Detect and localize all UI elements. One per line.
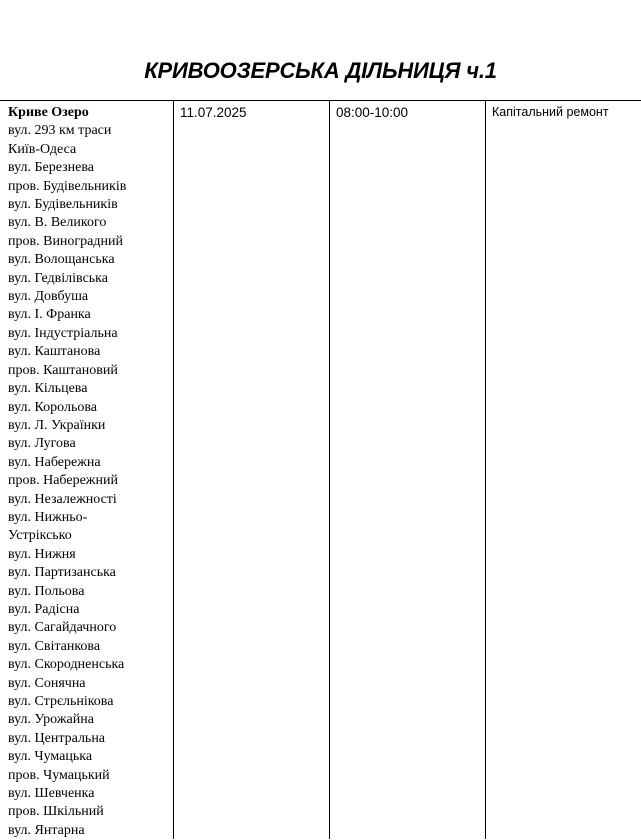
outage-date: 11.07.2025 [180, 105, 247, 120]
street-item: вул. Кільцева [8, 381, 88, 397]
street-item: вул. Березнева [8, 160, 95, 176]
street-item: вул. Урожайна [8, 712, 94, 728]
street-item: вул. Центральна [8, 730, 106, 746]
street-item: пров. Чумацький [8, 767, 110, 783]
street-item: вул. Янтарна [8, 822, 85, 838]
street-item: вул. Нижня [8, 546, 76, 562]
street-item: вул. Світанкова [8, 638, 101, 654]
street-item: вул. Нижньо- [8, 509, 88, 525]
street-item: вул. Сонячна [8, 675, 86, 691]
street-item: вул. Довбуша [8, 289, 89, 305]
street-item: вул. Набережна [8, 454, 101, 470]
street-item: вул. І. Франка [8, 307, 91, 323]
street-item: вул. Корольова [8, 399, 97, 415]
street-item: вул. Гедвілівська [8, 270, 108, 286]
street-item: вул. Польова [8, 583, 85, 599]
outage-time: 08:00-10:00 [336, 105, 409, 120]
street-item: Київ-Одеса [8, 141, 77, 157]
work-type-cell [486, 101, 641, 839]
settlement-name: Криве Озеро [8, 105, 89, 120]
street-item: вул. В. Великого [8, 215, 107, 231]
street-item: вул. 293 км траси [8, 123, 112, 139]
work-type: Капітальний ремонт [492, 105, 609, 119]
street-item: вул. Чумацька [8, 749, 93, 765]
street-item: вул. Каштанова [8, 344, 101, 360]
time-cell [330, 101, 486, 839]
street-list [8, 104, 168, 840]
street-item: пров. Набережний [8, 473, 118, 489]
streets-cell [0, 101, 174, 839]
street-item: вул. Лугова [8, 436, 76, 452]
street-item: вул. Радісна [8, 601, 80, 617]
page-title: КРИВООЗЕРСЬКА ДІЛЬНИЦЯ ч.1 [144, 58, 497, 83]
schedule-table [0, 100, 641, 839]
street-item: пров. Виноградний [8, 233, 123, 249]
street-item: вул. Скородненська [8, 657, 125, 673]
street-item: пров. Будівельників [8, 178, 127, 194]
street-item: вул. Індустріальна [8, 325, 118, 341]
street-item: вул. Шевченка [8, 786, 95, 802]
street-item: Устріксько [8, 528, 72, 544]
street-item: вул. Будівельників [8, 197, 118, 213]
street-item: вул. Незалежності [8, 491, 117, 507]
street-item: вул. Волощанська [8, 252, 115, 268]
street-item: пров. Каштановий [8, 362, 118, 378]
street-item: вул. Л. Українки [8, 417, 106, 433]
street-item: вул. Сагайдачного [8, 620, 117, 636]
street-item: вул. Партизанська [8, 565, 116, 581]
street-item: пров. Шкільний [8, 804, 104, 820]
street-item: вул. Стрєльнікова [8, 694, 114, 709]
date-cell [174, 101, 330, 839]
